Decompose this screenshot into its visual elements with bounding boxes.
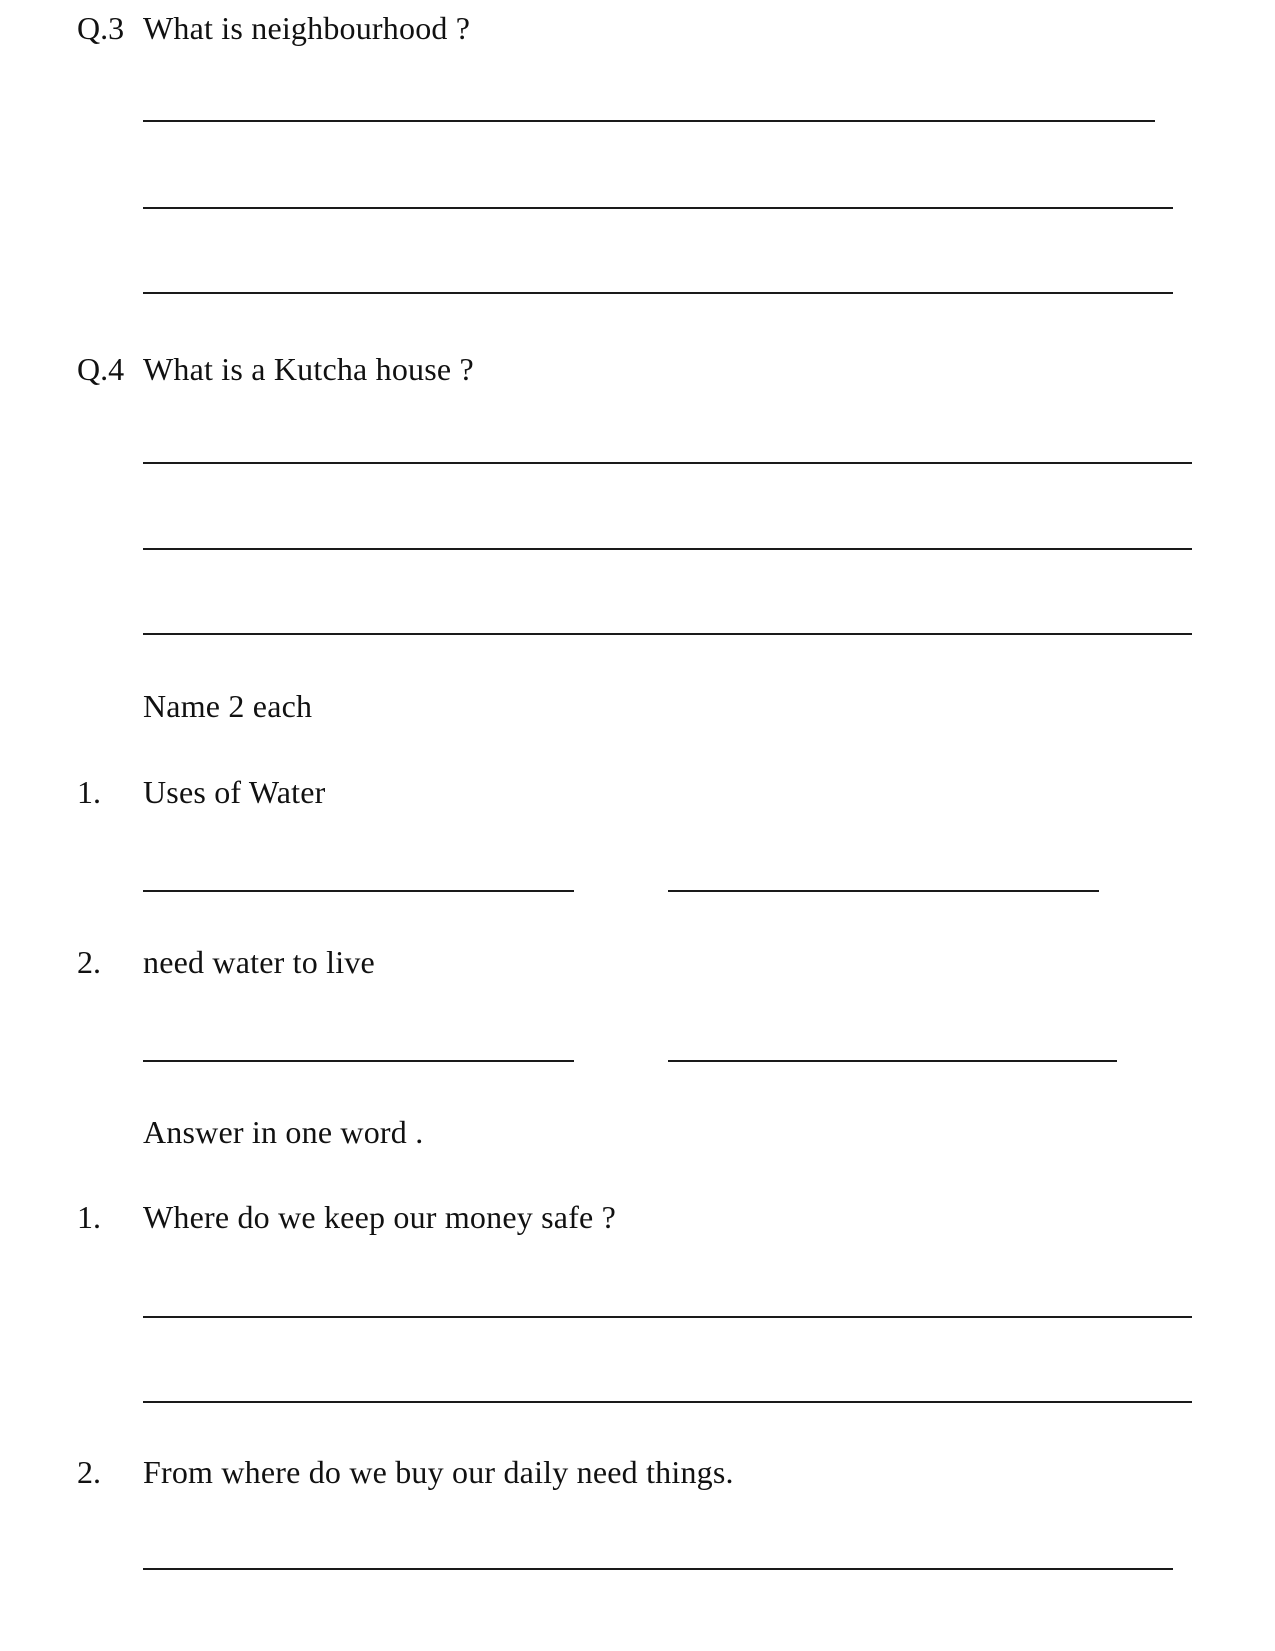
question-text: What is a Kutcha house ?	[143, 351, 474, 387]
answer-line[interactable]	[143, 120, 1155, 122]
answer-line[interactable]	[143, 462, 1192, 464]
answer-line[interactable]	[143, 1568, 1173, 1570]
item-text: Uses of Water	[143, 774, 326, 810]
item-number: 2.	[77, 1454, 101, 1490]
item-number: 1.	[77, 774, 101, 810]
item-number: 1.	[77, 1199, 101, 1235]
question-number: Q.4	[77, 351, 125, 387]
answer-line[interactable]	[143, 890, 574, 892]
section-heading: Name 2 each	[143, 688, 313, 724]
answer-line[interactable]	[668, 1060, 1117, 1062]
answer-line[interactable]	[143, 633, 1192, 635]
answer-line[interactable]	[143, 1401, 1192, 1403]
question-number: Q.3	[77, 10, 125, 46]
section-heading: Answer in one word .	[143, 1114, 424, 1150]
item-text: need water to live	[143, 944, 375, 980]
item-text: Where do we keep our money safe ?	[143, 1199, 617, 1235]
item-number: 2.	[77, 944, 101, 980]
answer-line[interactable]	[143, 1060, 574, 1062]
answer-line[interactable]	[143, 1316, 1192, 1318]
answer-line[interactable]	[143, 292, 1173, 294]
answer-line[interactable]	[143, 548, 1192, 550]
answer-line[interactable]	[143, 207, 1173, 209]
question-text: What is neighbourhood ?	[143, 10, 471, 46]
item-text: From where do we buy our daily need things.	[143, 1454, 734, 1490]
answer-line[interactable]	[668, 890, 1099, 892]
